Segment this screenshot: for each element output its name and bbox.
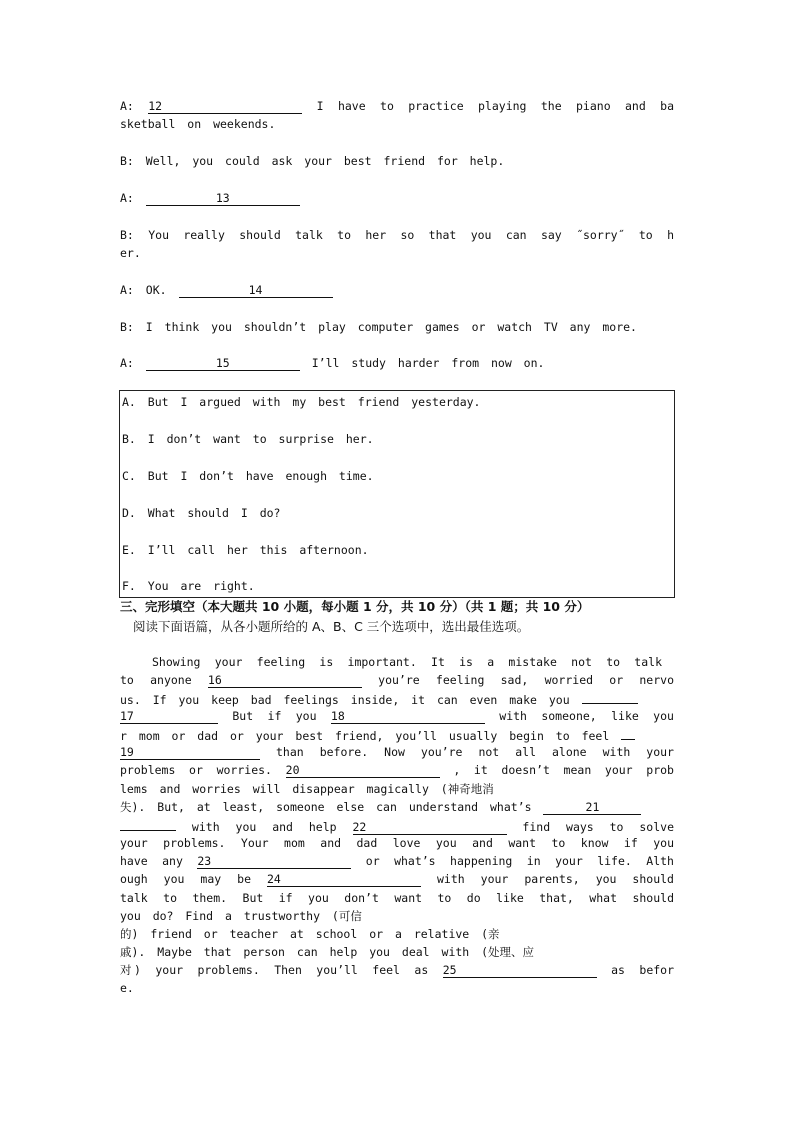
option-d: D. What should I do? [122,506,281,520]
passage-text: with your parents, you should [436,872,674,886]
answer-blank-14[interactable]: 14 [179,283,333,298]
passage-text: 对) your problems. Then you’ll feel as [120,963,429,977]
passage-line: your problems. Your mom and dad love you and want to know if you [120,836,674,850]
passage-line: 戚). Maybe that person can help you deal with (处理、应 [120,945,535,959]
passage-line: you do? Find a trustworthy (可信 [120,909,362,923]
dialogue-text: OK. [145,283,167,297]
dialogue-text: I have to practice playing the piano and ba [316,99,674,113]
answer-blank-20[interactable]: 20 [286,763,440,778]
passage-line: lems and worries will disappear magically (神奇地消 [120,782,494,796]
answer-blank-17[interactable]: 17 [120,709,218,724]
answer-blank-15[interactable]: 15 [146,356,300,371]
dialogue-text: You really should talk to her so that you can say ˝sorry˝ to h [148,228,674,242]
answer-blank-19[interactable]: 19 [120,745,260,760]
passage-line [120,707,674,725]
passage-line: Showing your feeling is important. It is a mistake not to talk [152,655,662,669]
dialogue-continuation: sketball on weekends. [120,117,276,131]
passage-line: talk to them. But if you don’t want to do like that, what should [120,891,674,905]
answer-blank-25[interactable]: 25 [443,963,597,978]
passage-text: , it doesn’t mean your prob [453,763,674,777]
dialogue-text: I think you shouldn’t play computer games or watch TV any more. [145,320,637,334]
answer-blank-21-end[interactable] [120,816,176,831]
passage-line [120,798,674,816]
option-f: F. You are right. [122,579,255,593]
speaker-label: B: [120,320,134,334]
dialogue-line-13 [120,189,674,207]
passage-text: problems or worries. [120,763,272,777]
option-c: C. But I don’t have enough time. [122,469,374,483]
answer-blank-24[interactable]: 24 [267,872,421,887]
speaker-label: A: [120,356,134,370]
dialogue-line-b3 [120,318,674,336]
speaker-label: A: [120,99,134,113]
passage-text: r mom or dad or your best friend, you’ll usually begin to feel [120,729,610,743]
passage-line [120,689,674,709]
passage-line [120,870,674,888]
section-instruction: 阅读下面语篇，从各小题所给的 A、B、C 三个选项中，选出最佳选项。 [133,619,530,634]
dialogue-line-14 [120,281,674,299]
passage-text: you’re feeling sad, worried or nervo [378,673,674,687]
passage-text: find ways to solve [522,820,674,834]
answer-blank-18[interactable]: 18 [331,709,485,724]
passage-text: as befor [611,963,675,977]
answer-blank-23[interactable]: 23 [197,854,351,869]
passage-text: have any [120,854,183,868]
passage-line [120,671,674,689]
passage-text: than before. Now you’re not all alone with your [276,745,674,759]
answer-blank-16[interactable]: 16 [208,673,362,688]
passage-line [120,852,674,870]
answer-blank-21[interactable]: 21 [543,800,641,815]
dialogue-text: I’ll study harder from now on. [311,356,545,370]
speaker-label: A: [120,283,134,297]
option-e: E. I’ll call her this afternoon. [122,543,369,557]
passage-text: But if you [232,709,317,723]
passage-line: 的) friend or teacher at school or a relative (亲 [120,927,500,941]
speaker-label: B: [120,154,134,168]
dialogue-line-15 [120,354,674,372]
passage-line [120,761,674,779]
dialogue-line-b2 [120,226,674,244]
dialogue-continuation: er. [120,246,141,260]
speaker-label: B: [120,228,134,242]
passage-line: e. [120,981,134,995]
answer-blank-22[interactable]: 22 [353,820,507,835]
passage-text: with you and help [191,820,337,834]
passage-text: us. If you keep bad feelings inside, it can even make you [120,693,570,707]
options-box [119,390,675,598]
option-a: A. But I argued with my best friend yesterday. [122,395,481,409]
speaker-label: A: [120,191,134,205]
answer-blank-13[interactable]: 13 [146,191,300,206]
passage-text: with someone, like you [499,709,674,723]
passage-line [120,961,674,979]
dialogue-text: Well, you could ask your best friend for help. [145,154,505,168]
dialogue-line-b1 [120,152,674,170]
dialogue-line-12 [120,97,674,115]
option-b: B. I don’t want to surprise her. [122,432,374,446]
passage-line [120,816,674,836]
passage-line [120,743,674,761]
passage-line [120,725,674,745]
section-heading: 三、完形填空（本大题共 10 小题，每小题 1 分，共 10 分）（共 1 题；共 10 分） [120,599,590,614]
answer-blank-12[interactable]: 12 [148,99,302,114]
answer-blank-19-start[interactable] [621,725,635,740]
answer-blank-17-start[interactable] [582,689,638,704]
passage-text: 失). But, at least, someone else can understand what’s [120,800,532,814]
passage-text: or what’s happening in your life. Alth [365,854,674,868]
passage-text: to anyone [120,673,192,687]
passage-text: ough you may be [120,872,252,886]
